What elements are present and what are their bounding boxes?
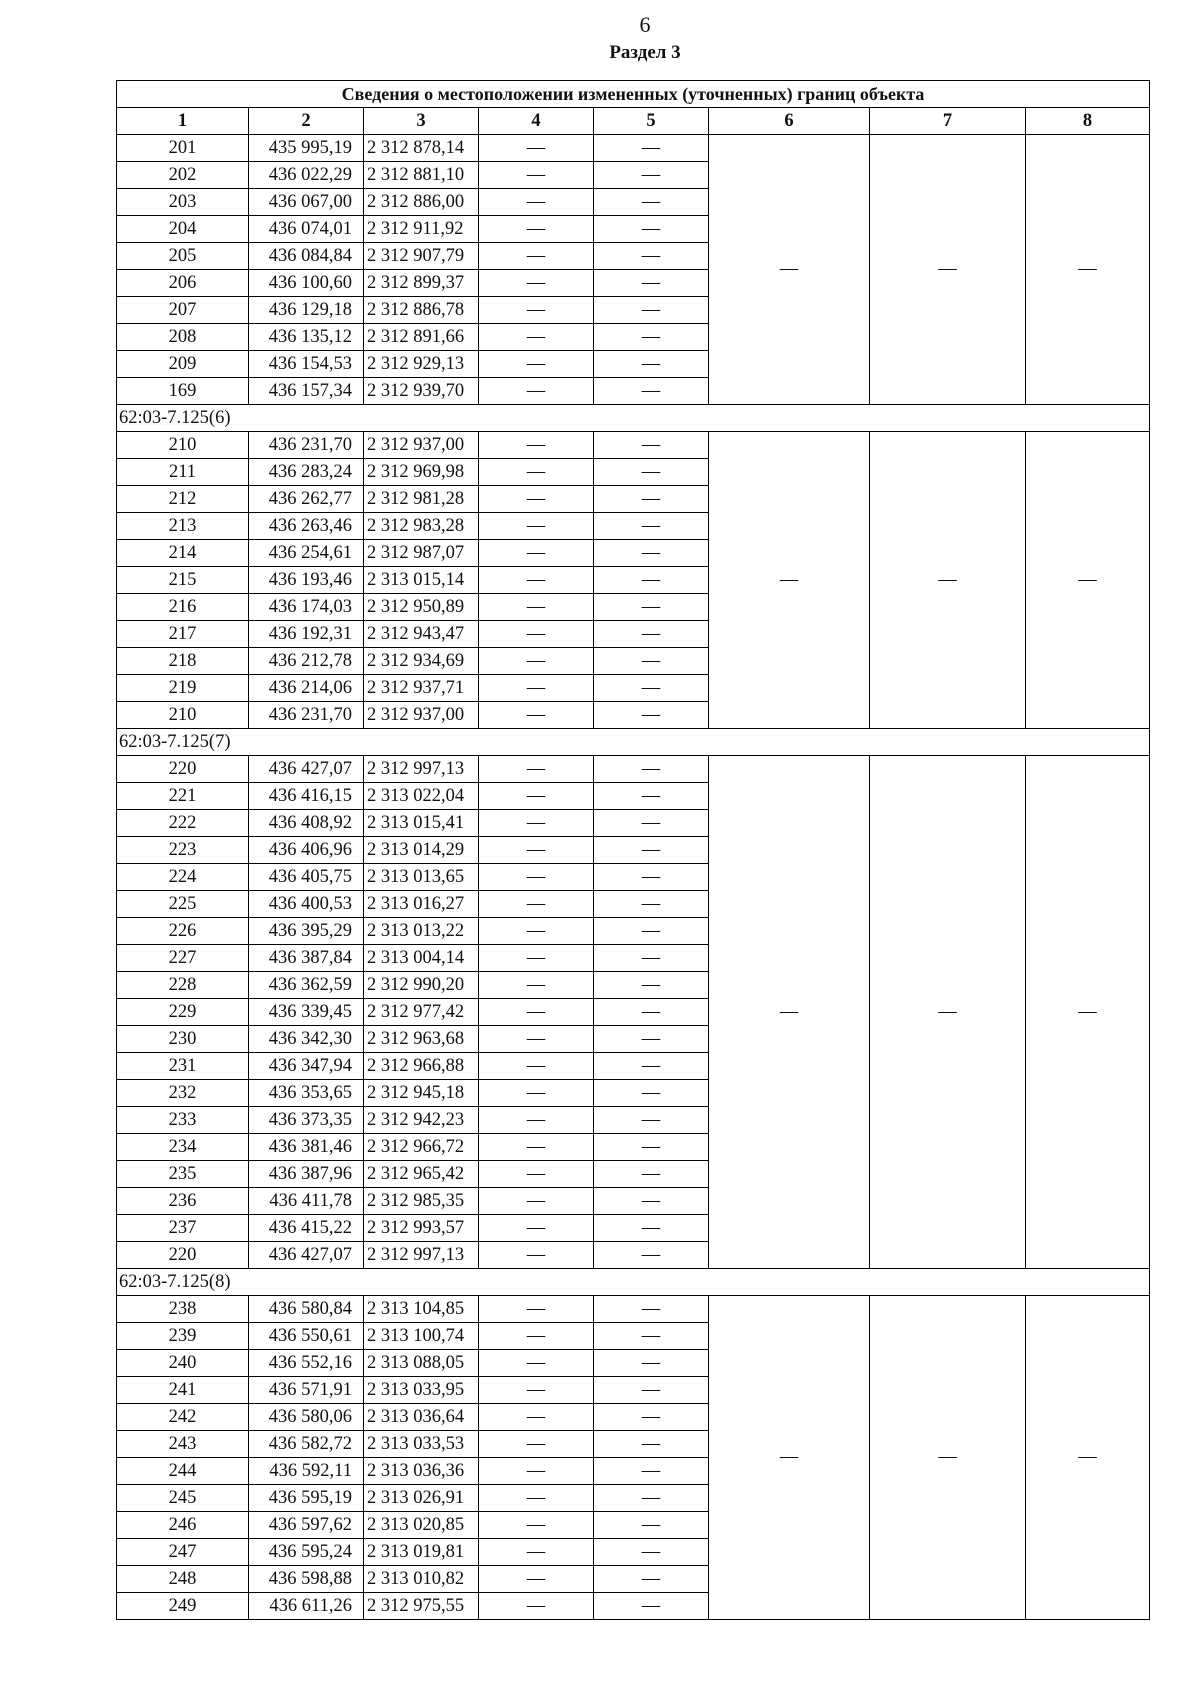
column-4-cell: —: [479, 702, 594, 729]
column-5-cell: —: [594, 783, 709, 810]
y-coordinate-cell: 2 313 013,65: [364, 864, 479, 891]
point-number-cell: 213: [117, 513, 249, 540]
y-coordinate-cell: 2 313 014,29: [364, 837, 479, 864]
x-coordinate-cell: 436 381,46: [249, 1134, 364, 1161]
x-coordinate-cell: 436 342,30: [249, 1026, 364, 1053]
column-4-cell: —: [479, 1242, 594, 1269]
column-4-cell: —: [479, 1404, 594, 1431]
column-header: 5: [594, 108, 709, 135]
x-coordinate-cell: 436 395,29: [249, 918, 364, 945]
point-number-cell: 243: [117, 1431, 249, 1458]
page-number: 6: [639, 12, 651, 37]
column-5-cell: —: [594, 432, 709, 459]
y-coordinate-cell: 2 312 969,98: [364, 459, 479, 486]
column-4-cell: —: [479, 945, 594, 972]
column-4-cell: —: [479, 1053, 594, 1080]
column-8-merged-cell: —: [1026, 135, 1150, 405]
point-number-cell: 210: [117, 432, 249, 459]
y-coordinate-cell: 2 312 965,42: [364, 1161, 479, 1188]
column-5-cell: —: [594, 864, 709, 891]
column-4-cell: —: [479, 648, 594, 675]
x-coordinate-cell: 436 347,94: [249, 1053, 364, 1080]
column-4-cell: —: [479, 1323, 594, 1350]
column-4-cell: —: [479, 1107, 594, 1134]
point-number-cell: 236: [117, 1188, 249, 1215]
column-4-cell: —: [479, 594, 594, 621]
y-coordinate-cell: 2 312 907,79: [364, 243, 479, 270]
column-5-cell: —: [594, 1458, 709, 1485]
cadastral-number-label: 62:03-7.125(6): [117, 405, 1150, 432]
column-5-cell: —: [594, 1431, 709, 1458]
point-number-cell: 245: [117, 1485, 249, 1512]
y-coordinate-cell: 2 313 020,85: [364, 1512, 479, 1539]
y-coordinate-cell: 2 312 997,13: [364, 1242, 479, 1269]
point-number-cell: 212: [117, 486, 249, 513]
x-coordinate-cell: 436 582,72: [249, 1431, 364, 1458]
point-number-cell: 169: [117, 378, 249, 405]
x-coordinate-cell: 436 411,78: [249, 1188, 364, 1215]
point-number-cell: 220: [117, 1242, 249, 1269]
column-5-cell: —: [594, 702, 709, 729]
y-coordinate-cell: 2 313 100,74: [364, 1323, 479, 1350]
column-5-cell: —: [594, 1539, 709, 1566]
y-coordinate-cell: 2 313 016,27: [364, 891, 479, 918]
column-5-cell: —: [594, 540, 709, 567]
column-5-cell: —: [594, 1296, 709, 1323]
y-coordinate-cell: 2 312 943,47: [364, 621, 479, 648]
point-number-cell: 225: [117, 891, 249, 918]
x-coordinate-cell: 436 373,35: [249, 1107, 364, 1134]
y-coordinate-cell: 2 313 022,04: [364, 783, 479, 810]
y-coordinate-cell: 2 312 939,70: [364, 378, 479, 405]
column-5-cell: —: [594, 1080, 709, 1107]
y-coordinate-cell: 2 313 013,22: [364, 918, 479, 945]
y-coordinate-cell: 2 313 033,95: [364, 1377, 479, 1404]
x-coordinate-cell: 436 427,07: [249, 756, 364, 783]
x-coordinate-cell: 436 595,24: [249, 1539, 364, 1566]
table-row: [117, 756, 1150, 783]
x-coordinate-cell: 436 592,11: [249, 1458, 364, 1485]
y-coordinate-cell: 2 312 966,72: [364, 1134, 479, 1161]
column-5-cell: —: [594, 621, 709, 648]
point-number-cell: 216: [117, 594, 249, 621]
column-4-cell: —: [479, 972, 594, 999]
y-coordinate-cell: 2 312 878,14: [364, 135, 479, 162]
column-8-merged-cell: —: [1026, 756, 1150, 1269]
column-5-cell: —: [594, 1053, 709, 1080]
y-coordinate-cell: 2 313 026,91: [364, 1485, 479, 1512]
column-7-merged-cell: —: [870, 1296, 1026, 1620]
table-caption: Сведения о местоположении измененных (уточненных) границ объекта: [117, 81, 1150, 108]
column-5-cell: —: [594, 567, 709, 594]
x-coordinate-cell: 436 415,22: [249, 1215, 364, 1242]
column-4-cell: —: [479, 621, 594, 648]
x-coordinate-cell: 436 157,34: [249, 378, 364, 405]
column-4-cell: —: [479, 270, 594, 297]
x-coordinate-cell: 436 405,75: [249, 864, 364, 891]
x-coordinate-cell: 436 135,12: [249, 324, 364, 351]
column-4-cell: —: [479, 1512, 594, 1539]
point-number-cell: 217: [117, 621, 249, 648]
x-coordinate-cell: 436 550,61: [249, 1323, 364, 1350]
point-number-cell: 211: [117, 459, 249, 486]
x-coordinate-cell: 436 400,53: [249, 891, 364, 918]
point-number-cell: 237: [117, 1215, 249, 1242]
column-5-cell: —: [594, 162, 709, 189]
y-coordinate-cell: 2 312 983,28: [364, 513, 479, 540]
y-coordinate-cell: 2 313 036,64: [364, 1404, 479, 1431]
x-coordinate-cell: 436 129,18: [249, 297, 364, 324]
y-coordinate-cell: 2 312 937,00: [364, 432, 479, 459]
column-5-cell: —: [594, 972, 709, 999]
point-number-cell: 233: [117, 1107, 249, 1134]
x-coordinate-cell: 436 387,84: [249, 945, 364, 972]
point-number-cell: 238: [117, 1296, 249, 1323]
column-5-cell: —: [594, 378, 709, 405]
point-number-cell: 247: [117, 1539, 249, 1566]
column-number-row: [117, 108, 1150, 135]
x-coordinate-cell: 436 406,96: [249, 837, 364, 864]
boundary-coordinates-table: [116, 80, 1150, 1620]
x-coordinate-cell: 436 408,92: [249, 810, 364, 837]
x-coordinate-cell: 436 339,45: [249, 999, 364, 1026]
column-5-cell: —: [594, 1026, 709, 1053]
x-coordinate-cell: 436 193,46: [249, 567, 364, 594]
column-4-cell: —: [479, 675, 594, 702]
x-coordinate-cell: 436 254,61: [249, 540, 364, 567]
x-coordinate-cell: 436 580,84: [249, 1296, 364, 1323]
y-coordinate-cell: 2 312 975,55: [364, 1593, 479, 1620]
x-coordinate-cell: 436 427,07: [249, 1242, 364, 1269]
column-5-cell: —: [594, 1161, 709, 1188]
column-4-cell: —: [479, 243, 594, 270]
column-4-cell: —: [479, 1539, 594, 1566]
point-number-cell: 228: [117, 972, 249, 999]
column-4-cell: —: [479, 810, 594, 837]
point-number-cell: 221: [117, 783, 249, 810]
column-4-cell: —: [479, 540, 594, 567]
x-coordinate-cell: 436 067,00: [249, 189, 364, 216]
y-coordinate-cell: 2 312 929,13: [364, 351, 479, 378]
column-4-cell: —: [479, 1431, 594, 1458]
y-coordinate-cell: 2 313 015,41: [364, 810, 479, 837]
cadastral-number-label: 62:03-7.125(7): [117, 729, 1150, 756]
point-number-cell: 206: [117, 270, 249, 297]
point-number-cell: 234: [117, 1134, 249, 1161]
column-5-cell: —: [594, 1404, 709, 1431]
column-5-cell: —: [594, 324, 709, 351]
x-coordinate-cell: 435 995,19: [249, 135, 364, 162]
x-coordinate-cell: 436 212,78: [249, 648, 364, 675]
point-number-cell: 209: [117, 351, 249, 378]
column-4-cell: —: [479, 891, 594, 918]
x-coordinate-cell: 436 353,65: [249, 1080, 364, 1107]
column-5-cell: —: [594, 999, 709, 1026]
point-number-cell: 239: [117, 1323, 249, 1350]
point-number-cell: 220: [117, 756, 249, 783]
y-coordinate-cell: 2 312 963,68: [364, 1026, 479, 1053]
x-coordinate-cell: 436 552,16: [249, 1350, 364, 1377]
point-number-cell: 248: [117, 1566, 249, 1593]
point-number-cell: 201: [117, 135, 249, 162]
column-5-cell: —: [594, 594, 709, 621]
column-4-cell: —: [479, 189, 594, 216]
point-number-cell: 205: [117, 243, 249, 270]
table-row: [117, 432, 1150, 459]
point-number-cell: 223: [117, 837, 249, 864]
column-6-merged-cell: —: [709, 756, 870, 1269]
cadastral-number-label: 62:03-7.125(8): [117, 1269, 1150, 1296]
column-header: 4: [479, 108, 594, 135]
y-coordinate-cell: 2 313 010,82: [364, 1566, 479, 1593]
y-coordinate-cell: 2 313 033,53: [364, 1431, 479, 1458]
point-number-cell: 219: [117, 675, 249, 702]
column-5-cell: —: [594, 486, 709, 513]
column-5-cell: —: [594, 891, 709, 918]
column-5-cell: —: [594, 1242, 709, 1269]
group-header-row: [117, 729, 1150, 756]
column-5-cell: —: [594, 135, 709, 162]
x-coordinate-cell: 436 387,96: [249, 1161, 364, 1188]
column-4-cell: —: [479, 999, 594, 1026]
column-4-cell: —: [479, 864, 594, 891]
y-coordinate-cell: 2 312 977,42: [364, 999, 479, 1026]
column-5-cell: —: [594, 351, 709, 378]
point-number-cell: 230: [117, 1026, 249, 1053]
column-5-cell: —: [594, 648, 709, 675]
y-coordinate-cell: 2 312 886,78: [364, 297, 479, 324]
column-5-cell: —: [594, 297, 709, 324]
point-number-cell: 235: [117, 1161, 249, 1188]
column-4-cell: —: [479, 378, 594, 405]
point-number-cell: 215: [117, 567, 249, 594]
column-4-cell: —: [479, 918, 594, 945]
y-coordinate-cell: 2 312 950,89: [364, 594, 479, 621]
point-number-cell: 204: [117, 216, 249, 243]
column-5-cell: —: [594, 918, 709, 945]
column-4-cell: —: [479, 1350, 594, 1377]
column-6-merged-cell: —: [709, 1296, 870, 1620]
y-coordinate-cell: 2 313 036,36: [364, 1458, 479, 1485]
column-header: 1: [117, 108, 249, 135]
column-5-cell: —: [594, 837, 709, 864]
column-4-cell: —: [479, 1188, 594, 1215]
y-coordinate-cell: 2 312 881,10: [364, 162, 479, 189]
y-coordinate-cell: 2 313 104,85: [364, 1296, 479, 1323]
group-header-row: [117, 405, 1150, 432]
y-coordinate-cell: 2 312 934,69: [364, 648, 479, 675]
x-coordinate-cell: 436 580,06: [249, 1404, 364, 1431]
column-4-cell: —: [479, 1080, 594, 1107]
x-coordinate-cell: 436 022,29: [249, 162, 364, 189]
column-4-cell: —: [479, 1377, 594, 1404]
group-header-row: [117, 1269, 1150, 1296]
column-5-cell: —: [594, 945, 709, 972]
point-number-cell: 240: [117, 1350, 249, 1377]
column-8-merged-cell: —: [1026, 1296, 1150, 1620]
column-4-cell: —: [479, 567, 594, 594]
column-5-cell: —: [594, 1323, 709, 1350]
column-header: 3: [364, 108, 479, 135]
x-coordinate-cell: 436 362,59: [249, 972, 364, 999]
column-4-cell: —: [479, 756, 594, 783]
y-coordinate-cell: 2 312 993,57: [364, 1215, 479, 1242]
point-number-cell: 229: [117, 999, 249, 1026]
y-coordinate-cell: 2 312 985,35: [364, 1188, 479, 1215]
x-coordinate-cell: 436 192,31: [249, 621, 364, 648]
y-coordinate-cell: 2 312 990,20: [364, 972, 479, 999]
y-coordinate-cell: 2 312 899,37: [364, 270, 479, 297]
column-4-cell: —: [479, 513, 594, 540]
point-number-cell: 214: [117, 540, 249, 567]
column-5-cell: —: [594, 810, 709, 837]
column-5-cell: —: [594, 270, 709, 297]
table-row: [117, 135, 1150, 162]
y-coordinate-cell: 2 312 891,66: [364, 324, 479, 351]
table-body: [117, 135, 1150, 1620]
x-coordinate-cell: 436 231,70: [249, 702, 364, 729]
column-4-cell: —: [479, 459, 594, 486]
x-coordinate-cell: 436 595,19: [249, 1485, 364, 1512]
table-row: [117, 1296, 1150, 1323]
x-coordinate-cell: 436 416,15: [249, 783, 364, 810]
y-coordinate-cell: 2 312 997,13: [364, 756, 479, 783]
y-coordinate-cell: 2 312 966,88: [364, 1053, 479, 1080]
point-number-cell: 242: [117, 1404, 249, 1431]
column-header: 7: [870, 108, 1026, 135]
column-4-cell: —: [479, 1215, 594, 1242]
point-number-cell: 222: [117, 810, 249, 837]
x-coordinate-cell: 436 214,06: [249, 675, 364, 702]
column-4-cell: —: [479, 1026, 594, 1053]
column-4-cell: —: [479, 783, 594, 810]
column-7-merged-cell: —: [870, 135, 1026, 405]
x-coordinate-cell: 436 611,26: [249, 1593, 364, 1620]
x-coordinate-cell: 436 571,91: [249, 1377, 364, 1404]
column-5-cell: —: [594, 1350, 709, 1377]
column-4-cell: —: [479, 1593, 594, 1620]
x-coordinate-cell: 436 262,77: [249, 486, 364, 513]
x-coordinate-cell: 436 084,84: [249, 243, 364, 270]
caption-row: [117, 81, 1150, 108]
y-coordinate-cell: 2 313 019,81: [364, 1539, 479, 1566]
column-6-merged-cell: —: [709, 135, 870, 405]
column-4-cell: —: [479, 135, 594, 162]
column-5-cell: —: [594, 1215, 709, 1242]
column-5-cell: —: [594, 189, 709, 216]
column-5-cell: —: [594, 756, 709, 783]
y-coordinate-cell: 2 312 987,07: [364, 540, 479, 567]
point-number-cell: 207: [117, 297, 249, 324]
column-5-cell: —: [594, 1107, 709, 1134]
column-4-cell: —: [479, 216, 594, 243]
x-coordinate-cell: 436 100,60: [249, 270, 364, 297]
column-4-cell: —: [479, 486, 594, 513]
x-coordinate-cell: 436 154,53: [249, 351, 364, 378]
column-5-cell: —: [594, 1593, 709, 1620]
column-5-cell: —: [594, 1512, 709, 1539]
column-header: 6: [709, 108, 870, 135]
column-5-cell: —: [594, 1377, 709, 1404]
x-coordinate-cell: 436 074,01: [249, 216, 364, 243]
column-4-cell: —: [479, 432, 594, 459]
point-number-cell: 227: [117, 945, 249, 972]
column-4-cell: —: [479, 837, 594, 864]
column-6-merged-cell: —: [709, 432, 870, 729]
point-number-cell: 202: [117, 162, 249, 189]
column-5-cell: —: [594, 1485, 709, 1512]
y-coordinate-cell: 2 312 937,71: [364, 675, 479, 702]
point-number-cell: 210: [117, 702, 249, 729]
column-header: 2: [249, 108, 364, 135]
column-5-cell: —: [594, 243, 709, 270]
x-coordinate-cell: 436 597,62: [249, 1512, 364, 1539]
point-number-cell: 246: [117, 1512, 249, 1539]
column-header: 8: [1026, 108, 1150, 135]
y-coordinate-cell: 2 312 937,00: [364, 702, 479, 729]
column-5-cell: —: [594, 459, 709, 486]
column-7-merged-cell: —: [870, 432, 1026, 729]
column-4-cell: —: [479, 1161, 594, 1188]
column-7-merged-cell: —: [870, 756, 1026, 1269]
x-coordinate-cell: 436 263,46: [249, 513, 364, 540]
point-number-cell: 231: [117, 1053, 249, 1080]
column-4-cell: —: [479, 297, 594, 324]
x-coordinate-cell: 436 283,24: [249, 459, 364, 486]
point-number-cell: 226: [117, 918, 249, 945]
column-4-cell: —: [479, 1296, 594, 1323]
column-8-merged-cell: —: [1026, 432, 1150, 729]
column-5-cell: —: [594, 1134, 709, 1161]
y-coordinate-cell: 2 313 088,05: [364, 1350, 479, 1377]
y-coordinate-cell: 2 313 015,14: [364, 567, 479, 594]
section-title: Раздел 3: [609, 42, 681, 63]
point-number-cell: 224: [117, 864, 249, 891]
column-4-cell: —: [479, 1566, 594, 1593]
column-4-cell: —: [479, 1458, 594, 1485]
column-4-cell: —: [479, 1485, 594, 1512]
point-number-cell: 208: [117, 324, 249, 351]
column-4-cell: —: [479, 162, 594, 189]
column-4-cell: —: [479, 351, 594, 378]
point-number-cell: 232: [117, 1080, 249, 1107]
y-coordinate-cell: 2 312 911,92: [364, 216, 479, 243]
y-coordinate-cell: 2 312 945,18: [364, 1080, 479, 1107]
y-coordinate-cell: 2 312 981,28: [364, 486, 479, 513]
x-coordinate-cell: 436 231,70: [249, 432, 364, 459]
point-number-cell: 203: [117, 189, 249, 216]
y-coordinate-cell: 2 312 942,23: [364, 1107, 479, 1134]
point-number-cell: 249: [117, 1593, 249, 1620]
column-5-cell: —: [594, 1188, 709, 1215]
x-coordinate-cell: 436 174,03: [249, 594, 364, 621]
column-4-cell: —: [479, 324, 594, 351]
y-coordinate-cell: 2 312 886,00: [364, 189, 479, 216]
column-5-cell: —: [594, 216, 709, 243]
column-5-cell: —: [594, 513, 709, 540]
point-number-cell: 241: [117, 1377, 249, 1404]
point-number-cell: 244: [117, 1458, 249, 1485]
y-coordinate-cell: 2 313 004,14: [364, 945, 479, 972]
x-coordinate-cell: 436 598,88: [249, 1566, 364, 1593]
column-4-cell: —: [479, 1134, 594, 1161]
column-5-cell: —: [594, 675, 709, 702]
column-5-cell: —: [594, 1566, 709, 1593]
point-number-cell: 218: [117, 648, 249, 675]
